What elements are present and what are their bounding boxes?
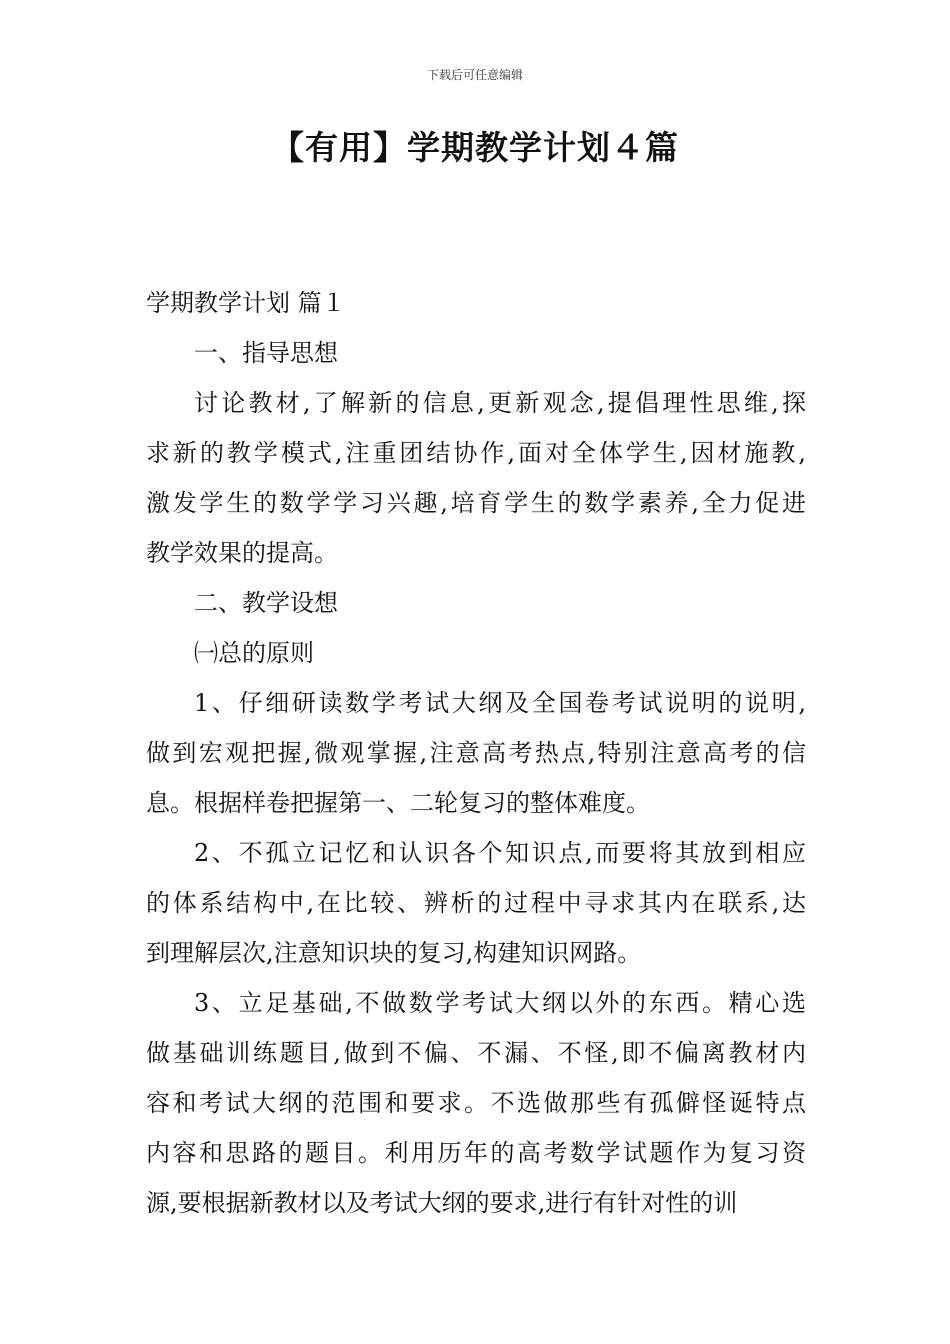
paragraph xyxy=(146,828,806,978)
content-blocks xyxy=(146,328,806,1228)
paragraph-line: 源,要根据新教材以及考试大纲的要求,进行有针对性的训 xyxy=(146,1189,738,1217)
paragraph-line: 息。根据样卷把握第一、二轮复习的整体难度。 xyxy=(146,789,650,817)
subheading xyxy=(146,328,806,378)
document-title: 【有用】学期教学计划４篇 xyxy=(271,128,679,167)
paragraph-line: 内容和思路的题目。利用历年的高考数学试题作为复习资 xyxy=(146,1139,806,1167)
paragraph-line: 激发学生的数学学习兴趣,培育学生的数学素养,全力促进 xyxy=(146,489,806,517)
paragraph-line: 的体系结构中,在比较、辨析的过程中寻求其内在联系,达 xyxy=(146,889,806,917)
paragraph-line: 1、仔细研读数学考试大纲及全国卷考试说明的说明, xyxy=(194,689,806,717)
paragraph-line: 到理解层次,注意知识块的复习,构建知识网路。 xyxy=(146,939,642,967)
subheading xyxy=(146,578,806,628)
paragraph-line: 容和考试大纲的范围和要求。不选做那些有孤僻怪诞特点 xyxy=(146,1089,806,1117)
paragraph-line: 做基础训练题目,做到不偏、不漏、不怪,即不偏离教材内 xyxy=(146,1039,806,1067)
paragraph-line: 讨论教材,了解新的信息,更新观念,提倡理性思维,探 xyxy=(194,389,806,417)
subheading-text: 二、教学设想 xyxy=(194,589,338,617)
subheading-text: ㈠总的原则 xyxy=(194,639,314,667)
section-heading: 学期教学计划 篇１ xyxy=(146,289,346,317)
subheading xyxy=(146,628,806,678)
document-body xyxy=(146,278,806,1228)
paragraph-line: 做到宏观把握,微观掌握,注意高考热点,特别注意高考的信 xyxy=(146,739,806,767)
subheading-text: 一、指导思想 xyxy=(194,339,338,367)
paragraph-line: 求新的教学模式,注重团结协作,面对全体学生,因材施教, xyxy=(146,439,806,467)
paragraph xyxy=(146,978,806,1228)
paragraph-line: 2、不孤立记忆和认识各个知识点,而要将其放到相应 xyxy=(194,839,806,867)
header-note: 下载后可任意编辑 xyxy=(426,68,523,82)
paragraph xyxy=(146,678,806,828)
paragraph-line: 3、立足基础,不做数学考试大纲以外的东西。精心选 xyxy=(194,989,806,1017)
paragraph xyxy=(146,378,806,578)
paragraph-line: 教学效果的提高。 xyxy=(146,539,338,567)
